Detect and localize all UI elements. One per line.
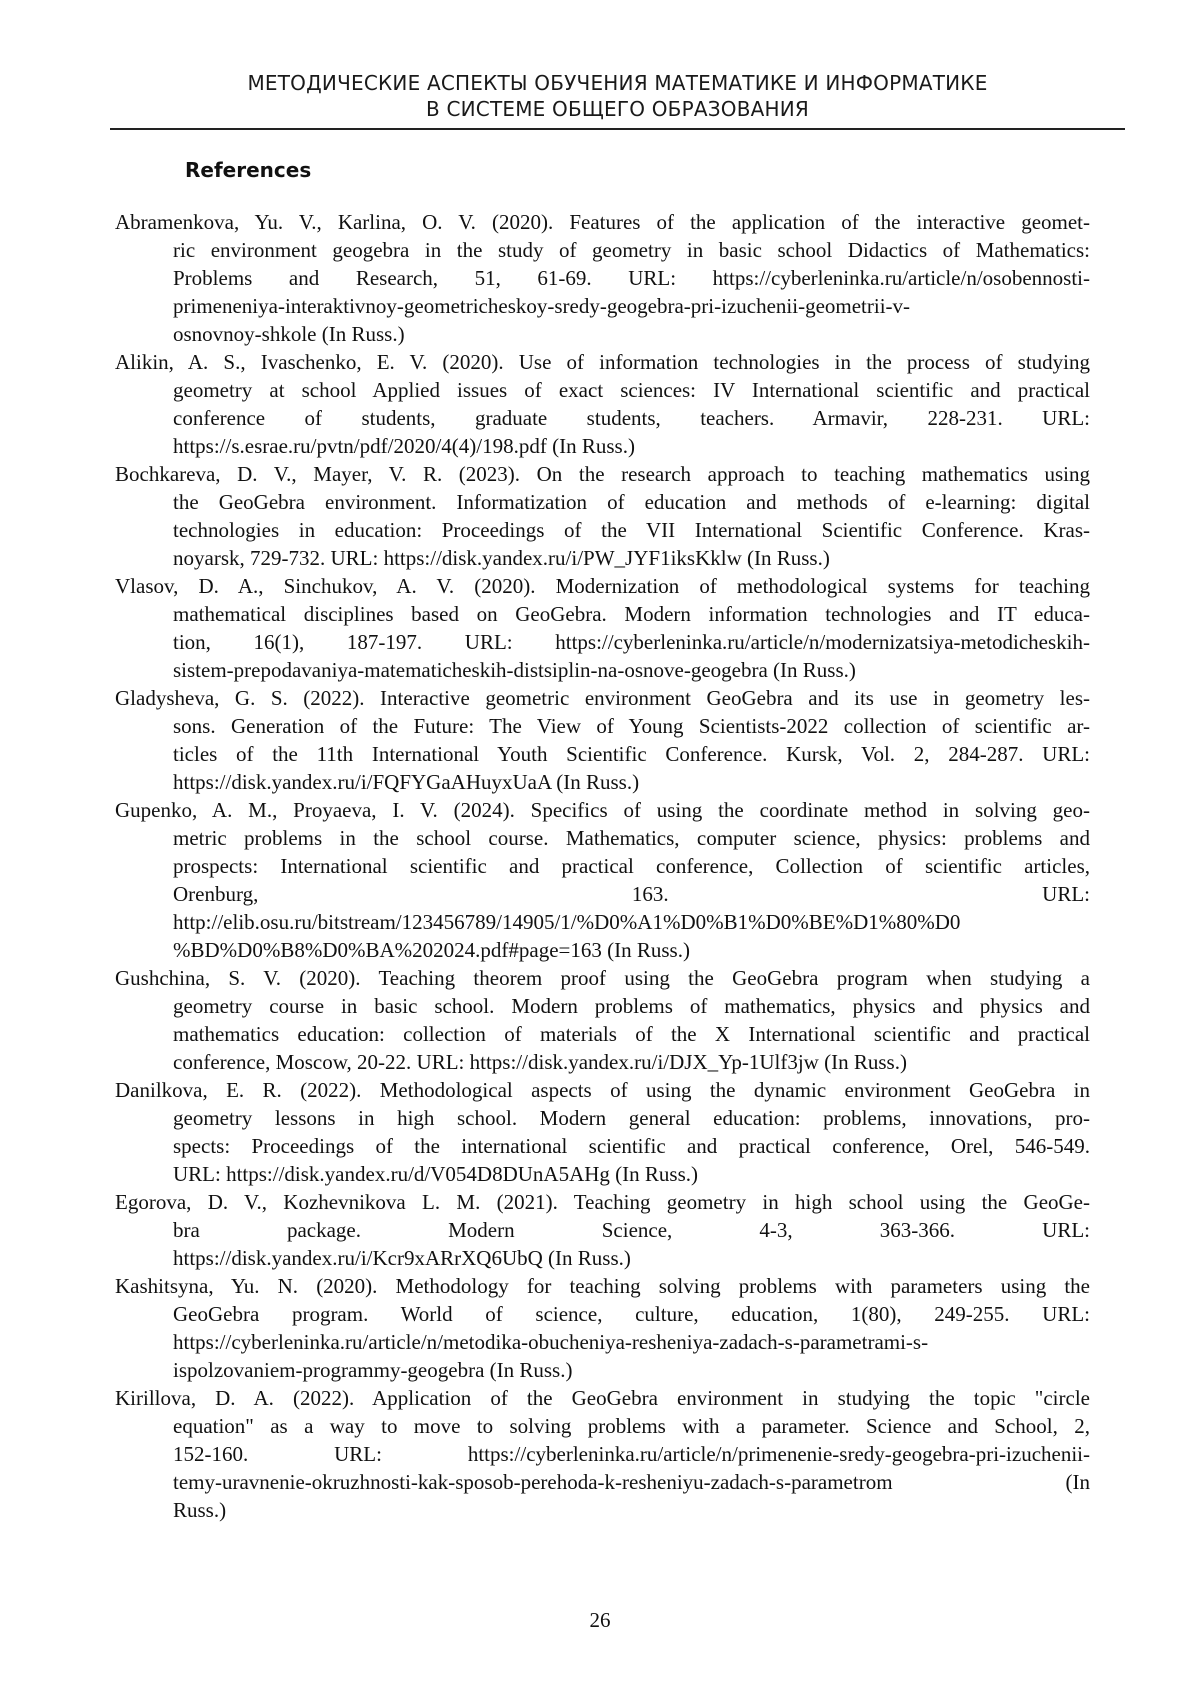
reference-line: sons. Generation of the Future: The View of Young Scientists-2022 collection of scientific ar- [173,714,1090,738]
reference-line: mathematical disciplines based on GeoGebra. Modern information technologies and IT educa- [173,602,1090,626]
reference-entry [115,348,1090,460]
reference-line: Kashitsyna, Yu. N. (2020). Methodology for teaching solving problems with parameters using the [115,1274,1090,1298]
reference-line: ticles of the 11th International Youth Scientific Conference. Kursk, Vol. 2, 284-287. URL: [173,742,1090,766]
reference-line: mathematics education: collection of materials of the X International scientific and practical [173,1022,1090,1046]
reference-line: Danilkova, E. R. (2022). Methodological aspects of using the dynamic environment GeoGebra in [115,1078,1090,1102]
reference-entry [115,572,1090,684]
reference-line: https://disk.yandex.ru/i/FQFYGaAHuyxUaA (In Russ.) [173,770,640,794]
header-divider [110,128,1125,130]
reference-line: Gushchina, S. V. (2020). Teaching theorem proof using the GeoGebra program when studying a [115,966,1090,990]
reference-entry [115,796,1090,964]
reference-entry [115,1384,1090,1524]
reference-line: Bochkareva, D. V., Mayer, V. R. (2023). On the research approach to teaching mathematics using [115,462,1090,486]
reference-line: geometry at school Applied issues of exact sciences: IV International scientific and practical [173,378,1090,402]
reference-line: Egorova, D. V., Kozhevnikova L. M. (2021). Teaching geometry in high school using the GeoGe- [115,1190,1090,1214]
reference-line: https://disk.yandex.ru/i/Kcr9xARrXQ6UbQ (In Russ.) [173,1246,631,1270]
reference-line: geometry course in basic school. Modern problems of mathematics, physics and physics and [173,994,1090,1018]
reference-line: equation" as a way to move to solving problems with a parameter. Science and School, 2, [173,1414,1090,1438]
reference-line: conference, Moscow, 20-22. URL: https://disk.yandex.ru/i/DJX_Yp-1Ulf3jw (In Russ.) [173,1050,907,1074]
reference-line: Orenburg, 163. URL: [173,882,1090,906]
page-number: 26 [589,1608,611,1632]
reference-line: technologies in education: Proceedings of the VII International Scientific Conference. Kras- [173,518,1090,542]
reference-line: ric environment geogebra in the study of geometry in basic school Didactics of Mathematics: [173,238,1090,262]
reference-line: geometry lessons in high school. Modern general education: problems, innovations, pro- [173,1106,1090,1130]
running-header-line-2: В СИСТЕМЕ ОБЩЕГО ОБРАЗОВАНИЯ [425,97,809,121]
reference-line: conference of students, graduate students, teachers. Armavir, 228-231. URL: [173,406,1090,430]
reference-line: URL: https://disk.yandex.ru/d/V054D8DUnA5AHg (In Russ.) [173,1162,698,1186]
reference-list [115,208,1090,1524]
reference-entry [115,460,1090,572]
reference-line: http://elib.osu.ru/bitstream/123456789/14905/1/%D0%A1%D0%B1%D0%BE%D1%80%D0 [173,910,961,934]
reference-line: primeneniya-interaktivnoy-geometricheskoy-sredy-geogebra-pri-izuchenii-geometrii-v- [173,294,911,318]
reference-entry [115,208,1090,348]
reference-entry [115,1188,1090,1272]
reference-line: temy-uravnenie-okruzhnosti-kak-sposob-perehoda-k-resheniyu-zadach-s-parametrom (In [173,1470,1090,1494]
reference-entry [115,684,1090,796]
reference-line: 152-160. URL: https://cyberleninka.ru/article/n/primenenie-sredy-geogebra-pri-izuchenii- [173,1442,1090,1466]
reference-line: ispolzovaniem-programmy-geogebra (In Russ.) [173,1358,573,1382]
reference-line: Gladysheva, G. S. (2022). Interactive geometric environment GeoGebra and its use in geometry les- [115,686,1090,710]
reference-line: %BD%D0%B8%D0%BA%202024.pdf#page=163 (In Russ.) [173,938,690,962]
running-header [110,70,1125,122]
reference-line: Russ.) [173,1498,227,1522]
reference-entry [115,1076,1090,1188]
reference-entry [115,1272,1090,1384]
reference-line: Kirillova, D. A. (2022). Application of the GeoGebra environment in studying the topic "circle [115,1386,1090,1410]
reference-line: noyarsk, 729-732. URL: https://disk.yandex.ru/i/PW_JYF1iksKklw (In Russ.) [173,546,830,570]
running-header-line-1: МЕТОДИЧЕСКИЕ АСПЕКТЫ ОБУЧЕНИЯ МАТЕМАТИКЕ И ИНФОРМАТИКЕ [247,71,988,95]
reference-line: Gupenko, A. M., Proyaeva, I. V. (2024). Specifics of using the coordinate method in solving geo- [115,798,1090,822]
reference-line: Alikin, A. S., Ivaschenko, E. V. (2020). Use of information technologies in the process of studying [115,350,1090,374]
reference-line: Abramenkova, Yu. V., Karlina, O. V. (2020). Features of the application of the interactive geomet- [115,210,1090,234]
reference-line: the GeoGebra environment. Informatization of education and methods of e-learning: digital [173,490,1090,514]
reference-line: spects: Proceedings of the international scientific and practical conference, Orel, 546-549. [173,1134,1090,1158]
reference-line: metric problems in the school course. Mathematics, computer science, physics: problems and [173,826,1090,850]
reference-line: osnovnoy-shkole (In Russ.) [173,322,405,346]
reference-line: prospects: International scientific and practical conference, Collection of scientific articles, [173,854,1090,878]
reference-line: sistem-prepodavaniya-matematicheskih-distsiplin-na-osnove-geogebra (In Russ.) [173,658,856,682]
reference-line: bra package. Modern Science, 4-3, 363-366. URL: [173,1218,1090,1242]
section-title: References [185,158,312,182]
reference-line: GeoGebra program. World of science, culture, education, 1(80), 249-255. URL: [173,1302,1090,1326]
reference-line: Vlasov, D. A., Sinchukov, A. V. (2020). Modernization of methodological systems for teaching [115,574,1090,598]
reference-entry [115,964,1090,1076]
reference-line: https://cyberleninka.ru/article/n/metodika-obucheniya-resheniya-zadach-s-parametrami-s- [173,1330,929,1354]
reference-line: tion, 16(1), 187-197. URL: https://cyberleninka.ru/article/n/modernizatsiya-metodicheskih- [173,630,1090,654]
reference-line: https://s.esrae.ru/pvtn/pdf/2020/4(4)/198.pdf (In Russ.) [173,434,635,458]
reference-line: Problems and Research, 51, 61-69. URL: https://cyberleninka.ru/article/n/osobennosti- [173,266,1090,290]
